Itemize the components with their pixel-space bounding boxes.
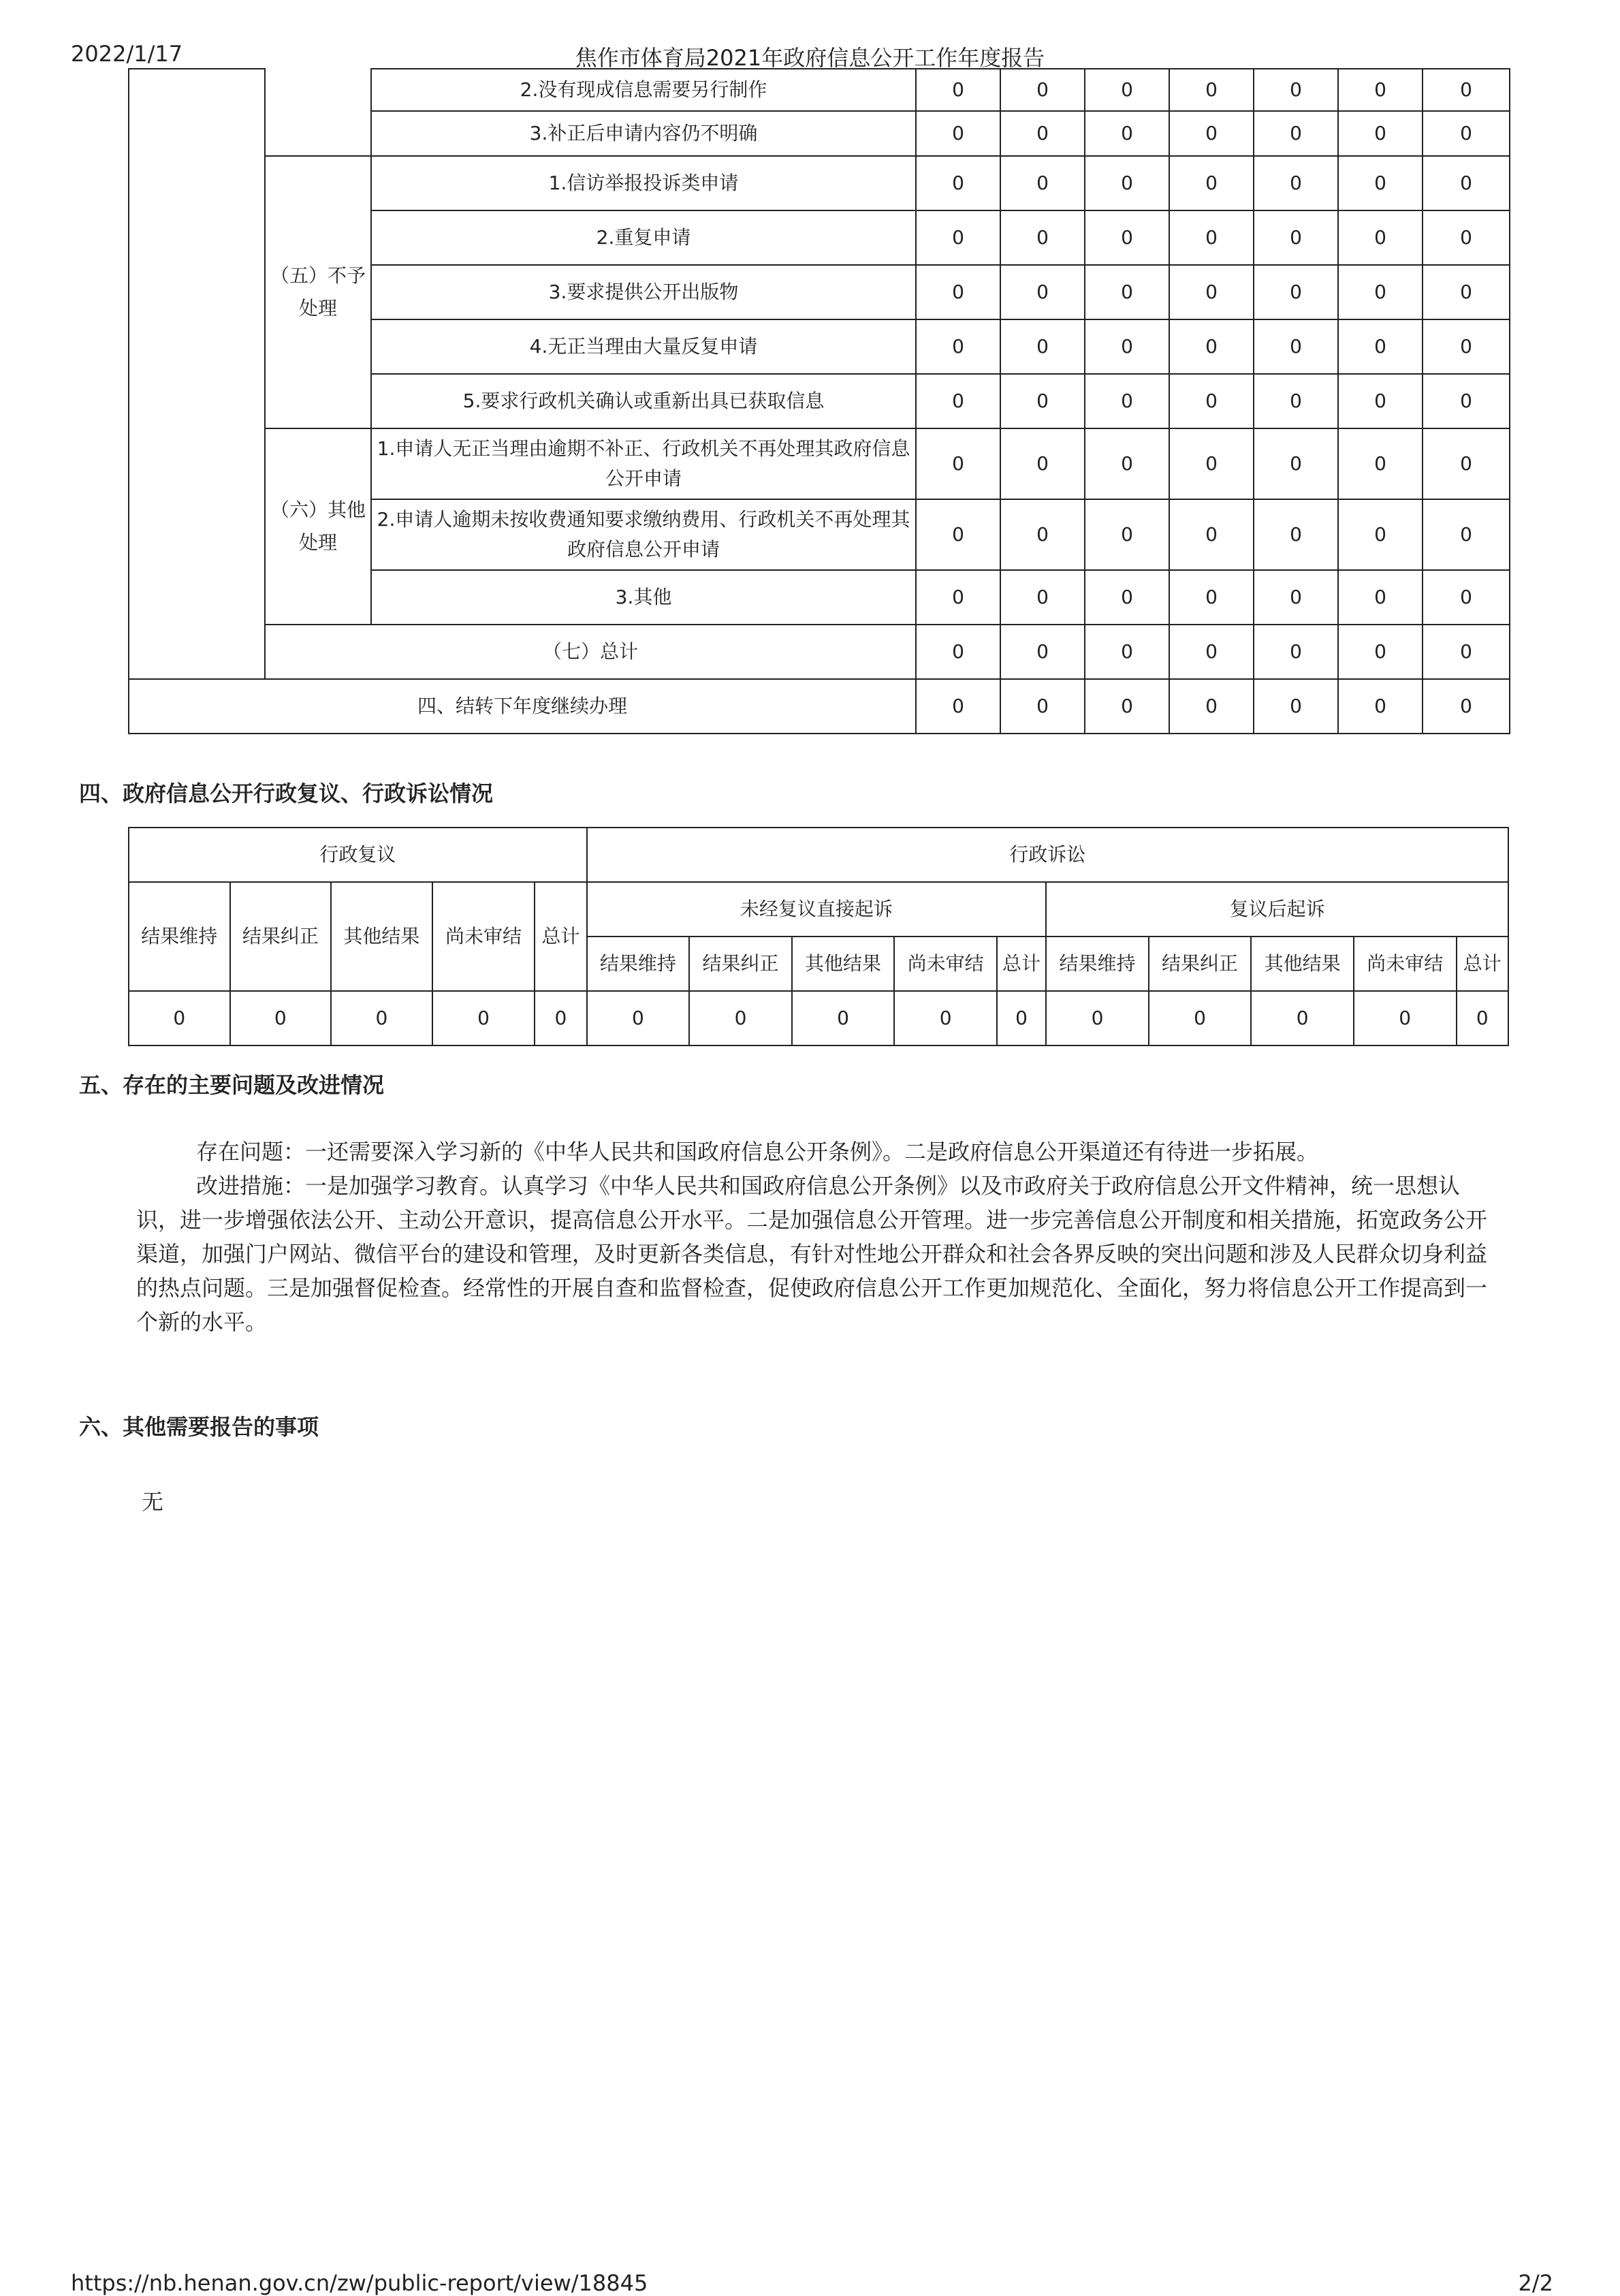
col-header: 结果维持 bbox=[129, 882, 230, 991]
col-header: 总计 bbox=[997, 937, 1046, 991]
row-label: 1.申请人无正当理由逾期不补正、行政机关不再处理其政府信息公开申请 bbox=[371, 428, 916, 499]
row-label: 5.要求行政机关确认或重新出具已获取信息 bbox=[371, 374, 916, 428]
value-cell: 0 bbox=[1000, 319, 1085, 374]
value-cell: 0 bbox=[916, 499, 1000, 570]
table-row bbox=[129, 156, 1510, 210]
value-cell: 0 bbox=[1423, 111, 1510, 156]
value-cell: 0 bbox=[432, 991, 535, 1045]
carry-over-label: 四、结转下年度继续办理 bbox=[129, 679, 916, 734]
value-cell: 0 bbox=[1169, 69, 1254, 111]
value-cell: 0 bbox=[1085, 374, 1169, 428]
value-cell: 0 bbox=[1254, 210, 1338, 265]
value-cell: 0 bbox=[1000, 111, 1085, 156]
value-cell: 0 bbox=[1423, 69, 1510, 111]
value-cell: 0 bbox=[1423, 570, 1510, 625]
value-cell: 0 bbox=[1000, 156, 1085, 210]
value-cell: 0 bbox=[1423, 156, 1510, 210]
value-cell: 0 bbox=[1423, 319, 1510, 374]
value-cell: 0 bbox=[916, 210, 1000, 265]
value-cell: 0 bbox=[129, 991, 230, 1045]
value-cell: 0 bbox=[1085, 499, 1169, 570]
value-cell: 0 bbox=[1169, 570, 1254, 625]
value-cell: 0 bbox=[1338, 499, 1423, 570]
value-cell: 0 bbox=[1254, 499, 1338, 570]
value-cell: 0 bbox=[1423, 625, 1510, 679]
value-cell: 0 bbox=[916, 679, 1000, 734]
value-cell: 0 bbox=[1000, 374, 1085, 428]
value-cell: 0 bbox=[1000, 570, 1085, 625]
value-cell: 0 bbox=[1085, 265, 1169, 319]
value-cell: 0 bbox=[1423, 265, 1510, 319]
value-cell: 0 bbox=[1423, 499, 1510, 570]
value-cell: 0 bbox=[1169, 679, 1254, 734]
group-label-5: （五）不予处理 bbox=[265, 156, 371, 428]
value-cell: 0 bbox=[1085, 679, 1169, 734]
section-6-heading: 六、其他需要报告的事项 bbox=[79, 1414, 319, 1440]
col-header: 其他结果 bbox=[792, 937, 895, 991]
value-cell: 0 bbox=[1085, 156, 1169, 210]
value-cell: 0 bbox=[916, 374, 1000, 428]
value-cell: 0 bbox=[1169, 210, 1254, 265]
total-row bbox=[129, 625, 1510, 679]
value-cell: 0 bbox=[1254, 69, 1338, 111]
review-header: 行政复议 bbox=[129, 828, 587, 882]
value-cell: 0 bbox=[1423, 428, 1510, 499]
value-cell: 0 bbox=[1338, 319, 1423, 374]
row-label: 1.信访举报投诉类申请 bbox=[371, 156, 916, 210]
value-cell: 0 bbox=[916, 428, 1000, 499]
value-cell: 0 bbox=[1254, 319, 1338, 374]
row-label: 2.重复申请 bbox=[371, 210, 916, 265]
value-cell: 0 bbox=[1423, 374, 1510, 428]
value-cell: 0 bbox=[1338, 679, 1423, 734]
col-header: 其他结果 bbox=[331, 882, 432, 991]
review-litigation-table bbox=[128, 827, 1509, 1046]
value-cell: 0 bbox=[1046, 991, 1149, 1045]
row-label: 4.无正当理由大量反复申请 bbox=[371, 319, 916, 374]
value-cell: 0 bbox=[1000, 625, 1085, 679]
col-header: 结果维持 bbox=[587, 937, 690, 991]
value-cell: 0 bbox=[1169, 156, 1254, 210]
value-cell: 0 bbox=[916, 111, 1000, 156]
row-label: 2.没有现成信息需要另行制作 bbox=[371, 69, 916, 111]
value-cell: 0 bbox=[1149, 991, 1252, 1045]
col-header: 结果维持 bbox=[1046, 937, 1149, 991]
value-cell: 0 bbox=[1338, 111, 1423, 156]
section-5-heading: 五、存在的主要问题及改进情况 bbox=[79, 1072, 385, 1098]
value-cell: 0 bbox=[997, 991, 1046, 1045]
value-cell: 0 bbox=[1457, 991, 1509, 1045]
col-header: 结果纠正 bbox=[689, 937, 792, 991]
value-cell: 0 bbox=[1338, 69, 1423, 111]
value-cell: 0 bbox=[1169, 319, 1254, 374]
value-cell: 0 bbox=[1000, 210, 1085, 265]
value-cell: 0 bbox=[1000, 428, 1085, 499]
value-cell: 0 bbox=[1254, 265, 1338, 319]
value-cell: 0 bbox=[894, 991, 997, 1045]
value-cell: 0 bbox=[1000, 265, 1085, 319]
value-cell: 0 bbox=[1000, 69, 1085, 111]
value-cell: 0 bbox=[1085, 69, 1169, 111]
value-cell: 0 bbox=[916, 570, 1000, 625]
print-date: 2022/1/17 bbox=[71, 41, 183, 67]
problems-paragraph: 存在问题：一还需要深入学习新的《中华人民共和国政府信息公开条例》。二是政府信息公开渠道还有待进一步拓展。 bbox=[196, 1139, 1319, 1165]
value-cell: 0 bbox=[1338, 570, 1423, 625]
value-cell: 0 bbox=[1254, 679, 1338, 734]
row-label: 3.其他 bbox=[371, 570, 916, 625]
value-cell: 0 bbox=[1254, 625, 1338, 679]
value-cell: 0 bbox=[1169, 499, 1254, 570]
value-cell: 0 bbox=[1338, 210, 1423, 265]
value-cell: 0 bbox=[1338, 428, 1423, 499]
value-cell: 0 bbox=[1338, 374, 1423, 428]
col-header: 总计 bbox=[1457, 937, 1509, 991]
group-cell-4 bbox=[265, 69, 371, 156]
row-label: 3.要求提供公开出版物 bbox=[371, 265, 916, 319]
carry-over-row bbox=[129, 679, 1510, 734]
value-cell: 0 bbox=[1251, 991, 1354, 1045]
table-row bbox=[129, 69, 1510, 111]
value-cell: 0 bbox=[1169, 265, 1254, 319]
col-header: 其他结果 bbox=[1251, 937, 1354, 991]
value-cell: 0 bbox=[1085, 570, 1169, 625]
after-review-header: 复议后起诉 bbox=[1046, 882, 1508, 937]
value-cell: 0 bbox=[1000, 499, 1085, 570]
value-cell: 0 bbox=[1169, 374, 1254, 428]
litigation-header: 行政诉讼 bbox=[587, 828, 1508, 882]
outer-category-cell bbox=[129, 69, 265, 679]
value-cell: 0 bbox=[1254, 374, 1338, 428]
value-cell: 0 bbox=[916, 69, 1000, 111]
other-matters-text: 无 bbox=[142, 1489, 164, 1515]
col-header: 尚未审结 bbox=[894, 937, 997, 991]
value-cell: 0 bbox=[1354, 991, 1457, 1045]
value-cell: 0 bbox=[689, 991, 792, 1045]
value-cell: 0 bbox=[916, 265, 1000, 319]
value-cell: 0 bbox=[916, 156, 1000, 210]
value-cell: 0 bbox=[230, 991, 332, 1045]
col-header: 尚未审结 bbox=[1354, 937, 1457, 991]
value-cell: 0 bbox=[1085, 428, 1169, 499]
page-title: 焦作市体育局2021年政府信息公开工作年度报告 bbox=[575, 45, 1045, 71]
value-cell: 0 bbox=[1338, 265, 1423, 319]
value-cell: 0 bbox=[1085, 210, 1169, 265]
col-header: 总计 bbox=[535, 882, 586, 991]
value-cell: 0 bbox=[1085, 625, 1169, 679]
value-cell: 0 bbox=[535, 991, 586, 1045]
direct-suit-header: 未经复议直接起诉 bbox=[587, 882, 1047, 937]
col-header: 尚未审结 bbox=[432, 882, 535, 991]
value-cell: 0 bbox=[1338, 625, 1423, 679]
page-url: https://nb.henan.gov.cn/zw/public-report/view/18845 bbox=[71, 2270, 648, 2296]
page-number: 2/2 bbox=[1518, 2270, 1553, 2296]
total-label: （七）总计 bbox=[265, 625, 916, 679]
value-cell: 0 bbox=[1169, 625, 1254, 679]
row-label: 2.申请人逾期未按收费通知要求缴纳费用、行政机关不再处理其政府信息公开申请 bbox=[371, 499, 916, 570]
value-cell: 0 bbox=[1423, 210, 1510, 265]
section-4-heading: 四、政府信息公开行政复议、行政诉讼情况 bbox=[79, 781, 494, 806]
col-header: 结果纠正 bbox=[1149, 937, 1252, 991]
value-cell: 0 bbox=[916, 319, 1000, 374]
value-cell: 0 bbox=[1085, 319, 1169, 374]
table-row bbox=[129, 991, 1508, 1045]
value-cell: 0 bbox=[1000, 679, 1085, 734]
improvement-text bbox=[136, 1135, 1491, 1339]
value-cell: 0 bbox=[331, 991, 432, 1045]
value-cell: 0 bbox=[587, 991, 690, 1045]
group-label-6: （六）其他处理 bbox=[265, 428, 371, 625]
value-cell: 0 bbox=[1169, 428, 1254, 499]
value-cell: 0 bbox=[1169, 111, 1254, 156]
value-cell: 0 bbox=[1338, 156, 1423, 210]
value-cell: 0 bbox=[1423, 679, 1510, 734]
value-cell: 0 bbox=[1254, 111, 1338, 156]
value-cell: 0 bbox=[1085, 111, 1169, 156]
col-header: 结果纠正 bbox=[230, 882, 332, 991]
table-row bbox=[129, 428, 1510, 499]
application-handling-table bbox=[128, 68, 1510, 734]
value-cell: 0 bbox=[1254, 156, 1338, 210]
value-cell: 0 bbox=[1254, 428, 1338, 499]
value-cell: 0 bbox=[916, 625, 1000, 679]
value-cell: 0 bbox=[1254, 570, 1338, 625]
measures-paragraph: 改进措施：一是加强学习教育。认真学习《中华人民共和国政府信息公开条例》以及市政府关于政府信息公开文件精神，统一思想认识，进一步增强依法公开、主动公开意识，提高信息公开水平。二是加强信息公开管理。进一步完善信息公开制度和相关措施，拓宽政务公开渠道，加强门户网站、微信平台的建设和管理，及时更新各类信息，有针对性地公开群众和社会各界反映的突出问题和涉及人民群众切身利益的热点问题。三是加强督促检查。经常性的开展自查和监督检查，促使政府信息公开工作更加规范化、全面化，努力将信息公开工作提高到一个新的水平。 bbox=[136, 1173, 1488, 1335]
value-cell: 0 bbox=[792, 991, 895, 1045]
row-label: 3.补正后申请内容仍不明确 bbox=[371, 111, 916, 156]
